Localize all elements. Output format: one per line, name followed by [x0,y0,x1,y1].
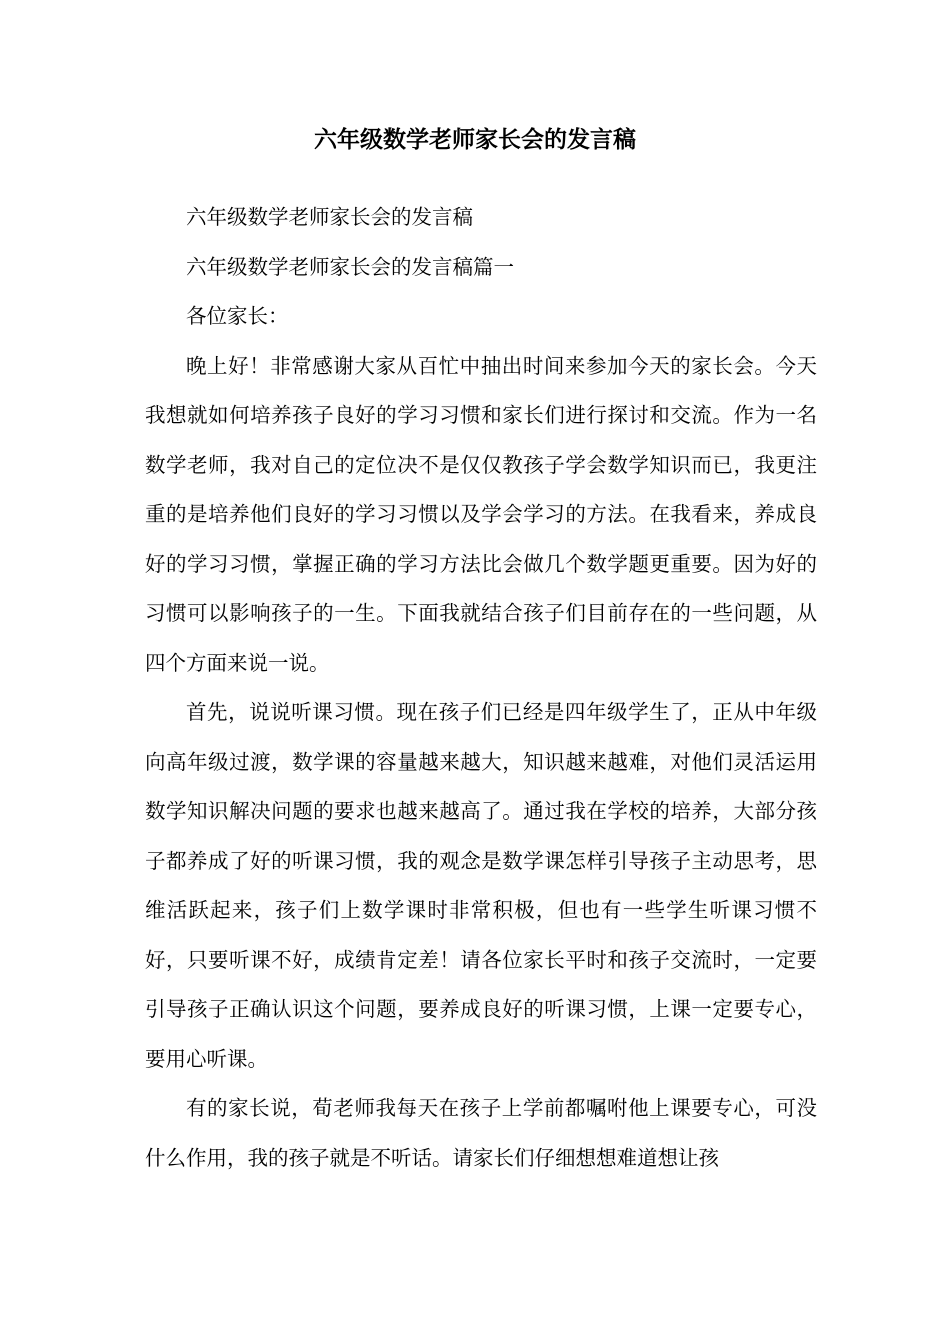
document-title: 六年级数学老师家长会的发言稿 [314,126,636,153]
paragraph-listening-habits: 首先，说说听课习惯。现在孩子们已经是四年级学生了，正从中年级向高年级过渡，数学课的容量越来越大，知识越来越难，对他们灵活运用数学知识解决问题的要求也越来越高了。通过我在学校的培养，大部分孩子都养成了好的听课习惯，我的观念是数学课怎样引导孩子主动思考，思维活跃起来，孩子们上数学课时非常积极，但也有一些学生听课习惯不好，只要听课不好，成绩肯定差！请各位家长平时和孩子交流时，一定要引导孩子正确认识这个问题，要养成良好的听课习惯，上课一定要专心，要用心听课。 [145,700,817,1071]
document-body [145,193,817,1183]
paragraph-section-heading: 六年级数学老师家长会的发言稿篇一 [186,254,514,279]
paragraph-salutation: 各位家长： [186,304,289,328]
paragraph-subtitle: 六年级数学老师家长会的发言稿 [186,205,473,229]
paragraph-opening: 晚上好！非常感谢大家从百忙中抽出时间来参加今天的家长会。今天我想就如何培养孩子良好的学习习惯和家长们进行探讨和交流。作为一名数学老师，我对自己的定位决不是仅仅教孩子学会数学知识而已，我更注重的是培养他们良好的学习习惯以及学会学习的方法。在我看来，养成良好的学习习惯，掌握正确的学习方法比会做几个数学题更重要。因为好的习惯可以影响孩子的一生。下面我就结合孩子们目前存在的一些问题，从四个方面来说一说。 [145,353,817,675]
paragraph-parents-comment: 有的家长说，荀老师我每天在孩子上学前都嘱咐他上课要专心，可没什么作用，我的孩子就是不听话。请家长们仔细想想难道想让孩 [145,1096,817,1170]
